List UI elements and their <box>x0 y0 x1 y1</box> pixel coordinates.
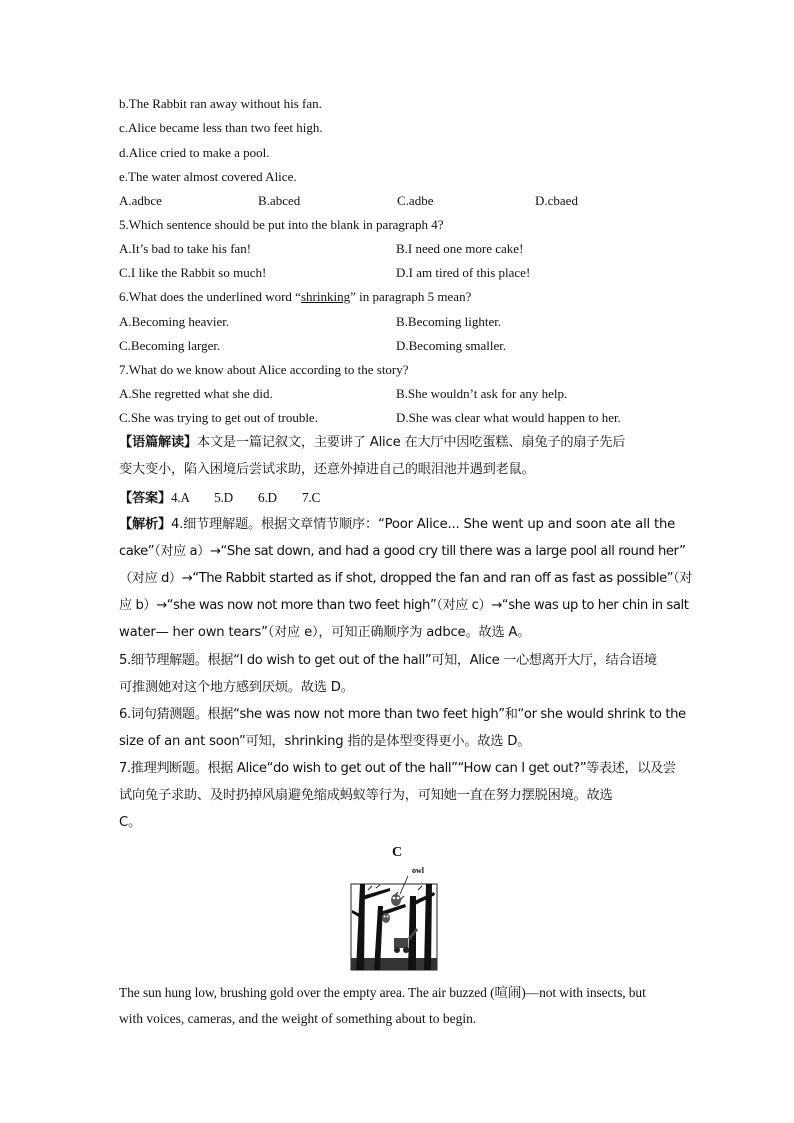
q7-stem: 7.What do we know about Alice according to the story? <box>119 362 409 377</box>
section-c-paragraph-line1: The sun hung low, brushing gold over the empty area. The air buzzed (喧闹)—not with insects, but <box>119 985 646 1000</box>
q5-option-b: B.I need one more cake! <box>396 241 524 256</box>
q4-option-c: c.Alice became less than two feet high. <box>119 120 323 135</box>
owl-label: owl <box>412 866 424 875</box>
explain-line4: 应 b）→“she was now not more than two feet high”（对应 c）→“she was up to her chin in salt <box>119 598 689 613</box>
q7-option-d: D.She was clear what would happen to her. <box>396 410 621 425</box>
q6-option-d: D.Becoming smaller. <box>396 338 507 353</box>
explain-q7-line1: 7.推理判断题。根据 Alice“do wish to get out of the hall”“How can I get out?”等表述，以及尝 <box>119 761 676 776</box>
explain-line2: cake”（对应 a）→“She sat down, and had a good cry till there was a large pool all round her” <box>119 544 686 559</box>
answer-text: 4.A 5.D 6.D 7.C <box>170 490 321 505</box>
explain-line5: water— her own tears”（对应 e），可知正确顺序为 adbce。故选 A。 <box>119 625 531 640</box>
q6-option-c: C.Becoming larger. <box>119 338 221 353</box>
q4-choice-c: C.adbe <box>397 193 434 208</box>
q5-option-d: D.I am tired of this place! <box>396 265 531 280</box>
explain-line3: （对应 d）→“The Rabbit started as if shot, dropped the fan and ran off as fast as possible”（对 <box>119 571 693 586</box>
explanation-label: 【解析】 <box>119 517 171 532</box>
summary-line1: 本文是一篇记叙文，主要讲了 Alice 在大厅中因吃蛋糕、扇兔子的扇子先后 <box>196 435 626 450</box>
q4-choice-d: D.cbaed <box>535 193 578 208</box>
explain-line1: 4.细节理解题。根据文章情节顺序：“Poor Alice... She went up and soon ate all the <box>170 517 676 532</box>
q4-option-d: d.Alice cried to make a pool. <box>119 145 270 160</box>
q6-option-b: B.Becoming lighter. <box>396 314 502 329</box>
q5-stem: 5.Which sentence should be put into the blank in paragraph 4? <box>119 217 444 232</box>
q6-stem-post: ” in paragraph 5 mean? <box>350 289 472 304</box>
q4-choice-a: A.adbce <box>119 193 162 208</box>
q6-stem-pre: 6.What does the underlined word “ <box>119 289 301 304</box>
q6-stem <box>119 289 471 305</box>
explain-q7-line3: C。 <box>119 815 141 830</box>
explain-q7-line2: 试向兔子求助、及时扔掉风扇避免缩成蚂蚁等行为，可知她一直在努力摆脱困境。故选 <box>119 788 613 803</box>
q5-option-a: A.It’s bad to take his fan! <box>119 241 252 256</box>
explanation-q4 <box>119 516 675 534</box>
q4-option-b: b.The Rabbit ran away without his fan. <box>119 96 322 111</box>
explain-q6-line2: size of an ant soon”可知，shrinking 指的是体型变得更小。故选 D。 <box>119 734 531 749</box>
forest-owl-illustration <box>350 866 440 972</box>
summary-line2: 变大变小，陷入困境后尝试求助，还意外掉进自己的眼泪池并遇到老鼠。 <box>119 462 535 477</box>
illustration-svg <box>350 866 440 972</box>
explain-q6-line1: 6.词句猜测题。根据“she was now not more than two feet high”和“or she would shrink to the <box>119 707 686 722</box>
section-c-heading: C <box>391 845 403 860</box>
q6-option-a: A.Becoming heavier. <box>119 314 230 329</box>
q4-option-e: e.The water almost covered Alice. <box>119 169 297 184</box>
q5-option-c: C.I like the Rabbit so much! <box>119 265 267 280</box>
answer-line <box>119 489 320 508</box>
section-c-paragraph-line2: with voices, cameras, and the weight of something about to begin. <box>119 1011 477 1026</box>
explain-q5-line1: 5.细节理解题。根据“I do wish to get out of the hall”可知，Alice 一心想离开大厅，结合语境 <box>119 653 657 668</box>
q7-option-b: B.She wouldn’t ask for any help. <box>396 386 568 401</box>
passage-summary <box>119 434 625 452</box>
q6-underlined-word: shrinking <box>300 289 351 304</box>
q7-option-a: A.She regretted what she did. <box>119 386 273 401</box>
q7-option-c: C.She was trying to get out of trouble. <box>119 410 318 425</box>
q4-choice-b: B.abced <box>258 193 301 208</box>
summary-label: 【语篇解读】 <box>119 435 197 450</box>
answer-label: 【答案】 <box>119 491 171 506</box>
explain-q5-line2: 可推测她对这个地方感到厌烦。故选 D。 <box>119 680 354 695</box>
